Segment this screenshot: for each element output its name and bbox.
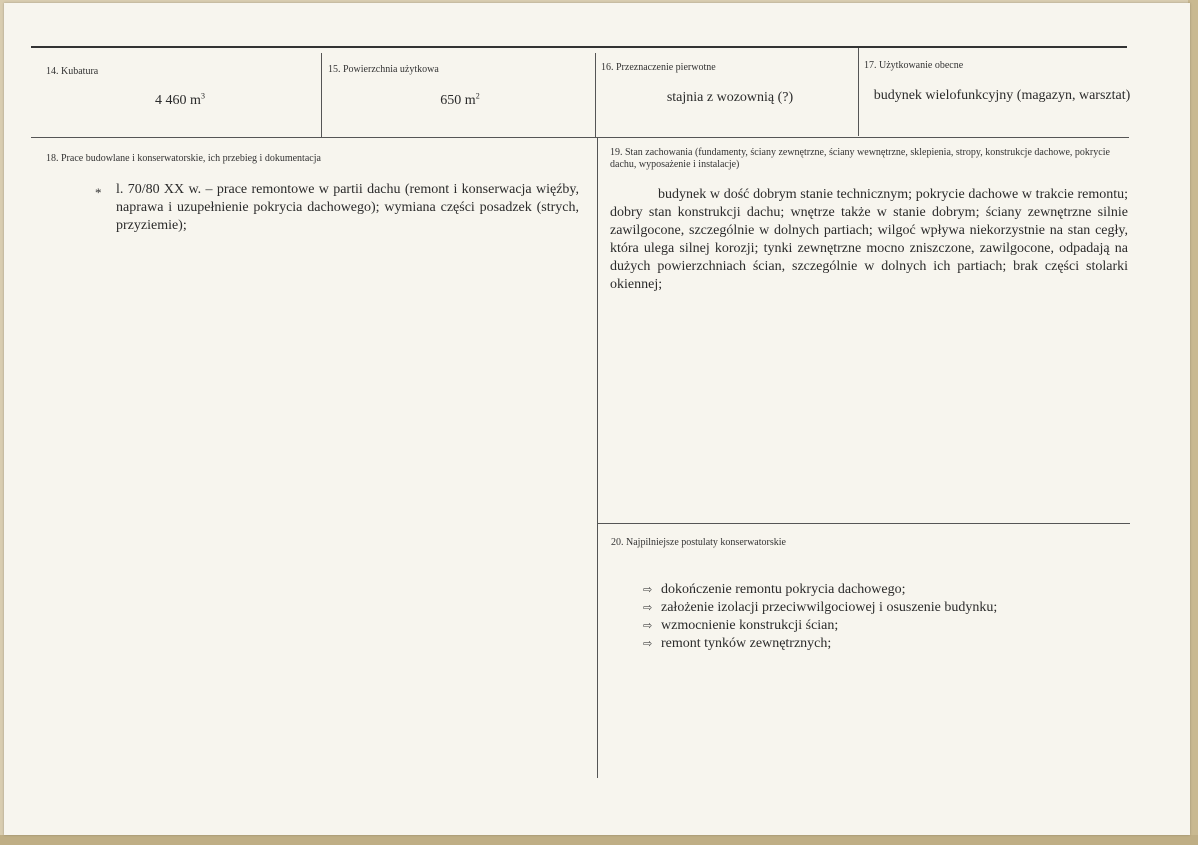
divider-18-19 xyxy=(597,138,598,778)
arrow-right-outline-icon: ⇨ xyxy=(643,637,653,650)
postulate-text: dokończenie remontu pokrycia dachowego; xyxy=(661,582,906,597)
divider-16-17 xyxy=(858,48,859,136)
row-rule-1 xyxy=(31,137,1129,138)
field-14-label: 14. Kubatura xyxy=(46,66,99,77)
field-14-value xyxy=(120,93,240,109)
postulate-item xyxy=(643,617,838,635)
arrow-right-outline-icon: ⇨ xyxy=(643,601,653,614)
field-15-value xyxy=(400,93,520,109)
postulate-text: założenie izolacji przeciwwilgociowej i osuszenie budynku; xyxy=(661,600,998,615)
field-18-label: 18. Prace budowlane i konserwatorskie, ich przebieg i dokumentacja xyxy=(46,153,321,164)
postulate-text: wzmocnienie konstrukcji ścian; xyxy=(661,618,839,633)
divider-14-15 xyxy=(321,53,322,138)
field-14-value-text: 4 460 m xyxy=(155,93,201,108)
postulate-item xyxy=(643,581,906,599)
arrow-right-outline-icon: ⇨ xyxy=(643,619,653,632)
top-rule xyxy=(31,46,1127,48)
postulate-item xyxy=(643,599,997,617)
row-rule-2 xyxy=(598,523,1130,524)
postulate-item xyxy=(643,635,831,653)
field-17-label: 17. Użytkowanie obecne xyxy=(864,60,964,71)
field-15-label: 15. Powierzchnia użytkowa xyxy=(328,64,439,75)
field-15-value-text: 650 m xyxy=(440,93,476,108)
arrow-right-outline-icon: ⇨ xyxy=(643,583,653,596)
field-20-label: 20. Najpilniejsze postulaty konserwatorskie xyxy=(611,537,786,548)
field-19-label: 19. Stan zachowania (fundamenty, ściany zewnętrzne, ściany wewnętrzne, sklepienia, stropy, konstrukcje dachowe, pokrycie dachu, wyposażenie i instalacje) xyxy=(610,147,1110,170)
field-17-value: budynek wielofunkcyjny (magazyn, warsztat) xyxy=(873,88,1131,103)
field-18-text: l. 70/80 XX w. – prace remontowe w partii dachu (remont i konserwacja więźby, naprawa i uzupełnienie pokrycia dachowego); wymiana części posadzek (strych, przyziemie); xyxy=(116,182,579,233)
field-16-value: stajnia z wozownią (?) xyxy=(666,90,794,105)
field-19-text: budynek w dość dobrym stanie technicznym; pokrycie dachowe w trakcie remontu; dobry stan konstrukcji dachu; wnętrze także w stanie dobrym; ściany zewnętrzne silnie zawilgocone, szczególnie w dolnych partiach; wilgoć wpływa niekorzystnie na stan cegły, która ulega silnej korozji; tynki zewnętrzne mocno zniszczone, zawilgocone, odpadają na dużych powierzchniach ścian, szczególnie w dolnych ich partiach; brak części stolarki okiennej; xyxy=(610,187,1128,292)
divider-15-16 xyxy=(595,53,596,138)
postulate-text: remont tynków zewnętrznych; xyxy=(661,636,832,651)
paper-edge-bottom xyxy=(0,835,1198,845)
asterisk-bullet: * xyxy=(95,185,102,200)
field-14-unit-exponent: 3 xyxy=(200,91,205,101)
field-16-label: 16. Przeznaczenie pierwotne xyxy=(601,62,716,73)
field-15-unit-exponent: 2 xyxy=(475,91,480,101)
